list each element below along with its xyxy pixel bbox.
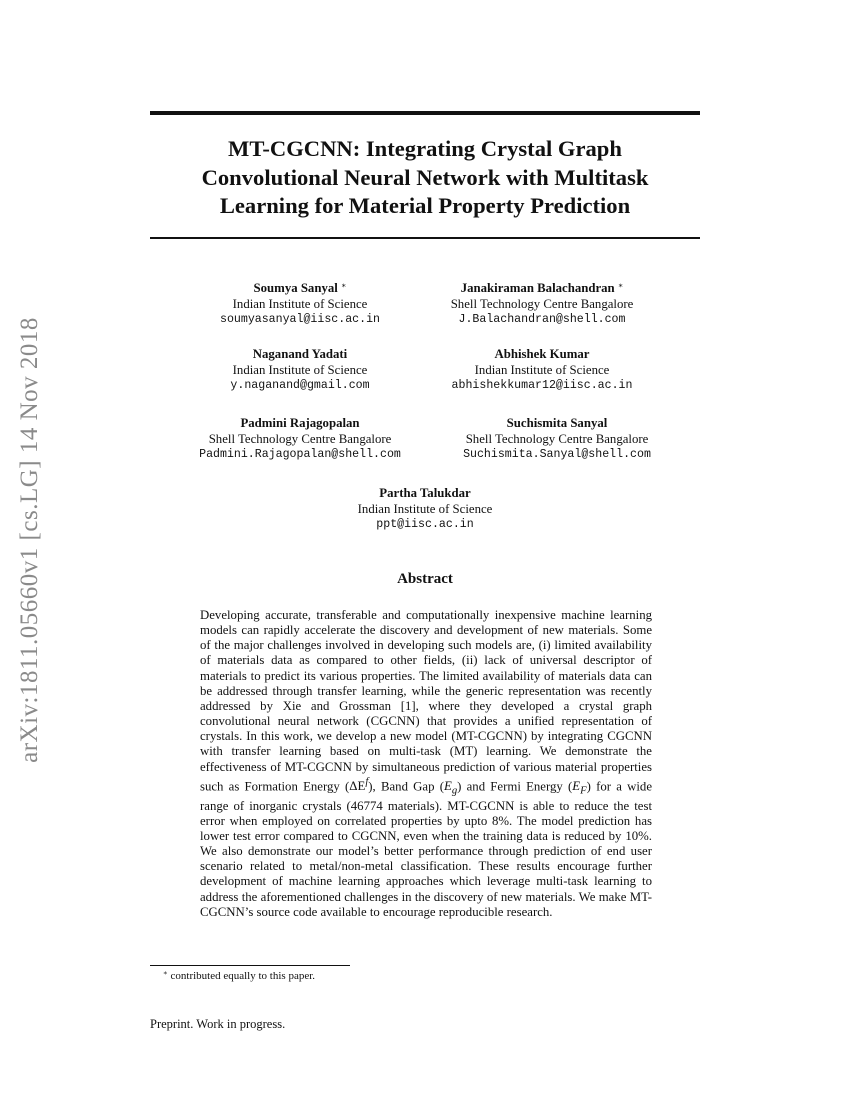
author-email[interactable]: abhishekkumar12@iisc.ac.in: [451, 379, 633, 392]
author-name: Soumya Sanyal: [253, 281, 338, 295]
formation-energy-symbol: $\Delta E^f$: [349, 776, 369, 793]
arxiv-identifier: arXiv:1811.05660v1 [cs.LG] 14 Nov 2018: [16, 317, 44, 763]
abstract-text-part-4: ) for a wide range of inorganic crystals (46774 materials). MT-CGCNN is able to reduce the test error when employed on correlated properties by upto 8%. The model prediction has lower test error compared to CGCNN, even when the training data is reduced by 10%. We also demonstrate our model’s better performance through prediction of end user scenario related to metal/non-metal classification. These results encourage further development of machine learning approaches which leverage multi-task learning to address the aforementioned challenges in the discovery of new materials. We make MT-CGCNN’s source code available to encourage reproducible research.: [200, 778, 652, 919]
abstract-text-part-1: Developing accurate, transferable and computationally inexpensive machine learning models can rapidly accelerate the discovery and development of new materials. Some of the major challenges involved in developing such models are, (i) limited availability of materials data as compared to other fields, (ii) lack of universal descriptor of materials to predict its various properties. The limited availability of materials data can be addressed through transfer learning, while the generic representation was recently addressed by Xie and Grossman [1], where they developed a crystal graph convolutional neural network (CGCNN) that provides a unified representation of crystals. In this work, we develop a new model (MT-CGCNN) by integrating CGCNN with transfer learning based on multi-task (MT) learning. We demonstrate the effectiveness of MT-CGCNN by simultaneous prediction of various material properties such as Formation Energy (: [200, 608, 652, 793]
author-block-2: [400, 278, 684, 328]
title-bottom-rule: [150, 237, 700, 239]
equal-contribution-mark: ∗: [341, 281, 347, 290]
author-affiliation: Shell Technology Centre Bangalore: [450, 296, 634, 311]
abstract-text: [200, 608, 652, 920]
author-affiliation: Shell Technology Centre Bangalore: [465, 431, 649, 446]
paper-title: [150, 135, 700, 221]
author-email[interactable]: soumyasanyal@iisc.ac.in: [219, 313, 381, 326]
author-name: Naganand Yadati: [252, 347, 348, 361]
footnote-rule: [150, 965, 350, 966]
author-affiliation: Shell Technology Centre Bangalore: [208, 431, 392, 446]
author-name: Suchismita Sanyal: [506, 416, 608, 430]
fermi-energy-symbol: $E_F$: [572, 778, 587, 797]
title-line-1: MT-CGCNN: Integrating Crystal Graph: [228, 136, 622, 161]
author-affiliation: Indian Institute of Science: [474, 362, 610, 377]
title-top-rule: [150, 111, 700, 115]
author-name: Padmini Rajagopalan: [240, 416, 360, 430]
author-affiliation: Indian Institute of Science: [232, 296, 368, 311]
author-block-6: [400, 416, 714, 463]
abstract-text-part-2: ), Band Gap (: [368, 778, 444, 793]
preprint-note: Preprint. Work in progress.: [150, 1017, 286, 1031]
author-email[interactable]: Suchismita.Sanyal@shell.com: [463, 448, 651, 461]
author-affiliation: Indian Institute of Science: [357, 501, 493, 516]
title-line-3: Learning for Material Property Prediction: [219, 193, 631, 218]
band-gap-symbol: $E_g$: [443, 778, 458, 797]
arxiv-identifier-stamp: [10, 290, 50, 790]
author-block-7: [150, 486, 700, 533]
author-name: Partha Talukdar: [379, 486, 471, 500]
title-line-2: Convolutional Neural Network with Multitask: [201, 164, 649, 190]
footnote-mark: ∗: [163, 969, 168, 977]
author-name: Janakiraman Balachandran: [460, 281, 615, 295]
footnote: [163, 969, 315, 982]
author-block-4: [400, 347, 684, 394]
footnote-text: contributed equally to this paper.: [170, 970, 316, 982]
author-email[interactable]: ppt@iisc.ac.in: [376, 518, 474, 531]
abstract-text-part-3: ) and Fermi Energy (: [457, 778, 573, 793]
abstract-heading: Abstract: [397, 571, 453, 587]
author-email[interactable]: J.Balachandran@shell.com: [458, 313, 626, 326]
author-email[interactable]: Padmini.Rajagopalan@shell.com: [199, 448, 401, 461]
author-email[interactable]: y.naganand@gmail.com: [230, 379, 370, 392]
equal-contribution-mark: ∗: [617, 281, 624, 290]
author-affiliation: Indian Institute of Science: [232, 362, 368, 377]
author-name: Abhishek Kumar: [494, 347, 590, 361]
